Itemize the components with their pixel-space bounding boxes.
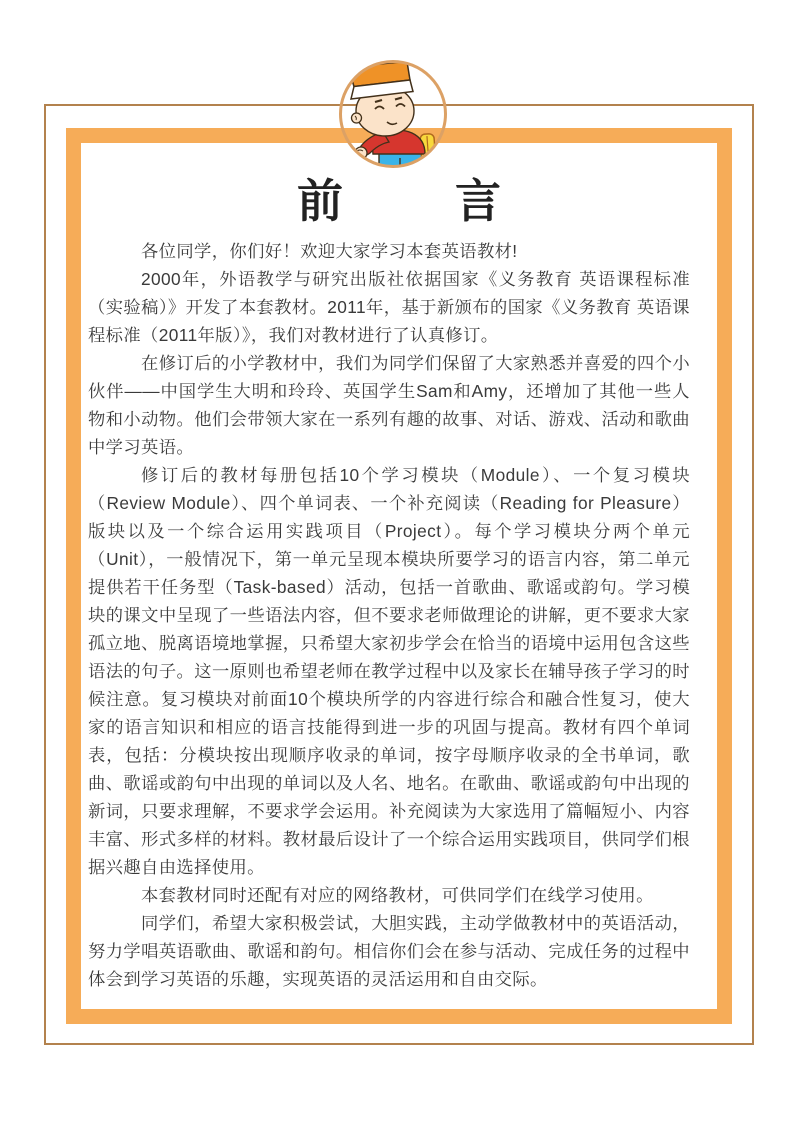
preface-paragraph: 同学们，希望大家积极尝试，大胆实践，主动学做教材中的英语活动，努力学唱英语歌曲、歌谣和韵句。相信你们会在参与活动、完成任务的过程中体会到学习英语的乐趣，实现英语的灵活运用和自由交际。 — [88, 913, 690, 989]
preface-paragraph: 修订后的教材每册包括10个学习模块（Module）、一个复习模块（Review Module）、四个单词表、一个补充阅读（Reading for Pleasure）版块以及一个综合运用实践项目（Project）。每个学习模块分两个单元（Unit），一般情况下，第一单元呈现本模块所要学习的语言内容，第二单元提供若干任务型（Task-based）活动，包括一首歌曲、歌谣或韵句。学习模块的课文中呈现了一些语法内容，但不要求老师做理论的讲解，更不要求大家孤立地、脱离语境地掌握，只希望大家初步学会在恰当的语境中运用包含这些语法的句子。这一原则也希望老师在教学过程中以及家长在辅导孩子学习的时候注意。复习模块对前面10个模块所学的内容进行综合和融合性复习，使大家的语言知识和相应的语言技能得到进一步的巩固与提高。教材有四个单词表，包括：分模块按出现顺序收录的单词，按字母顺序收录的全书单词，歌曲、歌谣或韵句中出现的单词以及人名、地名。在歌曲、歌谣或韵句中出现的新词，只要求理解，不要求学会运用。补充阅读为大家选用了篇幅短小、内容丰富、形式多样的材料。教材最后设计了一个综合运用实践项目，供同学们根据兴趣自由选择使用。 — [88, 465, 690, 877]
title-char-qian: 前 — [297, 174, 343, 228]
student-mascot-illustration — [337, 58, 449, 170]
page-title — [0, 174, 798, 228]
preface-body — [88, 237, 690, 993]
preface-paragraph: 本套教材同时还配有对应的网络教材，可供同学们在线学习使用。 — [141, 885, 654, 905]
preface-paragraph: 各位同学，你们好！欢迎大家学习本套英语教材! — [141, 241, 518, 261]
title-char-yan: 言 — [455, 174, 501, 228]
preface-paragraph: 在修订后的小学教材中，我们为同学们保留了大家熟悉并喜爱的四个小伙伴——中国学生大明和玲玲、英国学生Sam和Amy，还增加了其他一些人物和小动物。他们会带领大家在一系列有趣的故事、对话、游戏、活动和歌曲中学习英语。 — [88, 353, 690, 457]
preface-paragraph: 2000年，外语教学与研究出版社依据国家《义务教育 英语课程标准（实验稿）》开发了本套教材。2011年，基于新颁布的国家《义务教育 英语课程标准（2011年版）》，我们对教材进行了认真修订。 — [88, 269, 690, 345]
